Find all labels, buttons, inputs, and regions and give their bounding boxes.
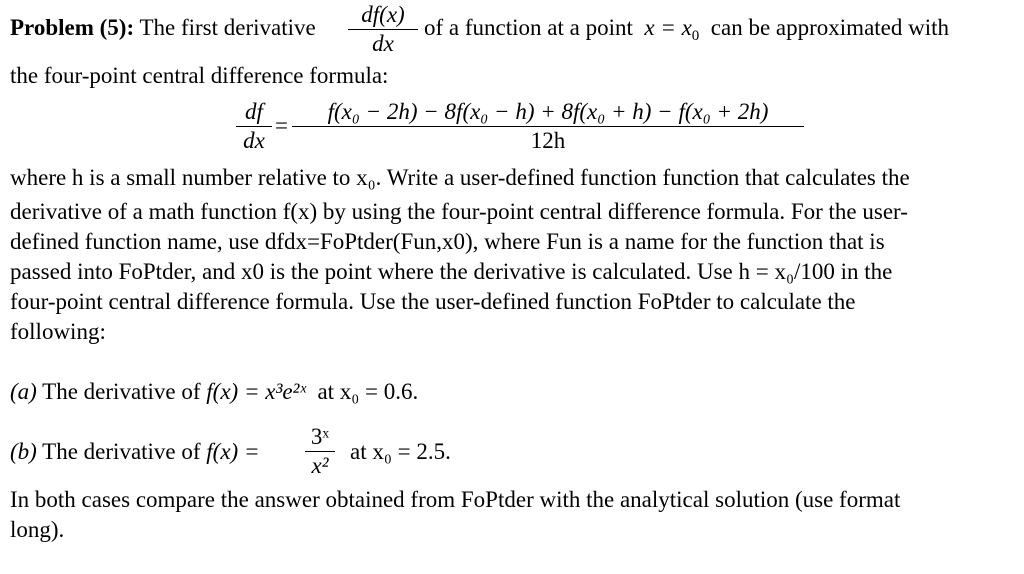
point-expression: $x = x_0$ xyxy=(644,15,700,44)
part-b-bar xyxy=(305,451,335,452)
paragraph-line-6: following: xyxy=(10,319,106,344)
paragraph-line-4: passed into FoPtder, and x0 is the point where the derivative is calculated. Use h = x₀/100 in the xyxy=(10,259,893,284)
formula-lhs-bar xyxy=(236,126,272,127)
derivative-denominator: dx xyxy=(372,31,394,56)
paragraph-line-1: where h is a small number relative to x₀. Write a user-defined function function that calculates the xyxy=(10,165,910,190)
problem-intro-b: of a function at a point xyxy=(424,15,633,40)
formula-lhs-denominator: dx xyxy=(243,128,265,153)
formula-equals: = xyxy=(275,113,288,138)
part-b-fraction xyxy=(305,424,335,479)
part-b-function-lhs: f(x) = xyxy=(206,439,260,464)
part-b-denominator: x² xyxy=(311,453,329,478)
part-b-point: at x₀ = 2.5. xyxy=(350,439,451,464)
part-a xyxy=(10,378,418,406)
formula-rhs xyxy=(292,99,804,154)
formula-lhs xyxy=(236,99,272,154)
formula-rhs-numerator: f(x₀ − 2h) − 8f(x₀ − h) + 8f(x₀ + h) − f(x₀ + 2h) xyxy=(327,99,769,124)
part-b-numerator: 3ˣ xyxy=(310,424,330,449)
problem-line-1 xyxy=(10,14,316,42)
problem-line-1b xyxy=(424,14,949,50)
derivative-fraction xyxy=(348,2,418,57)
problem-label: Problem (5): xyxy=(10,15,135,40)
paragraph-line-3: defined function name, use dfdx=FoPtder(Fun,x0), where Fun is a name for the function that is xyxy=(10,229,885,254)
problem-intro-c: can be approximated with xyxy=(710,15,950,40)
problem-intro-a: The first derivative xyxy=(139,15,316,40)
formula-lhs-numerator: df xyxy=(245,99,263,124)
part-a-point: at x₀ = 0.6. xyxy=(317,379,419,404)
closing-line-2: long). xyxy=(10,517,65,542)
fraction-bar xyxy=(348,29,418,30)
formula-rhs-bar xyxy=(292,126,804,127)
paragraph-line-2: derivative of a math function f(x) by using the four-point central difference formula. For the user- xyxy=(10,199,908,224)
part-b-label: (b) xyxy=(10,439,37,464)
paragraph-line-5: four-point central difference formula. Use the user-defined function FoPtder to calculate the xyxy=(10,289,856,314)
part-a-text: The derivative of xyxy=(42,379,201,404)
part-a-function: f(x) = x³e²ˣ xyxy=(206,379,306,404)
problem-line-2: the four-point central difference formula: xyxy=(10,63,389,88)
formula-rhs-denominator: 12h xyxy=(530,128,566,153)
derivative-numerator: df(x) xyxy=(361,2,405,27)
closing-line-1: In both cases compare the answer obtained from FoPtder with the analytical solution (use format xyxy=(10,487,901,512)
part-b-text: The derivative of xyxy=(42,439,201,464)
part-b xyxy=(10,438,259,466)
part-a-label: (a) xyxy=(10,379,37,404)
